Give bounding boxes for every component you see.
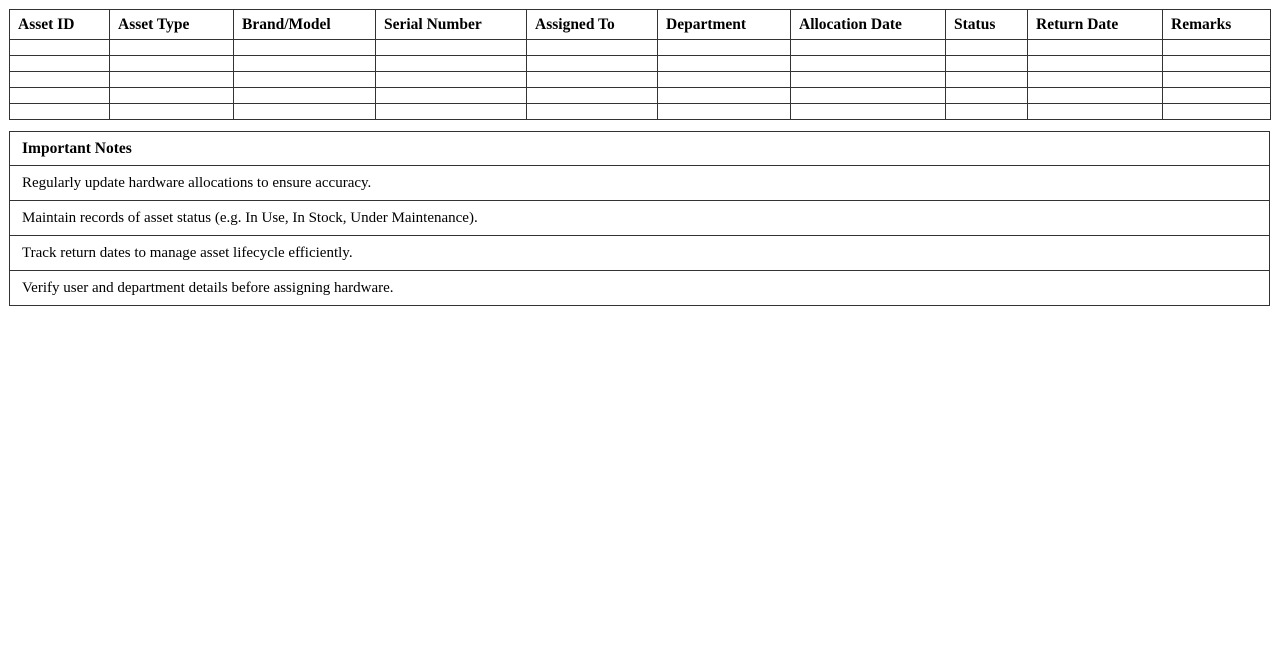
cell-asset-type[interactable] [110,40,234,56]
table-row [10,40,1271,56]
table-row [10,104,1271,120]
notes-row [10,236,1270,271]
column-header-brand-model: Brand/Model [234,10,376,40]
cell-allocation-date[interactable] [791,72,946,88]
cell-asset-type[interactable] [110,88,234,104]
important-notes-table [9,131,1270,306]
hardware-allocation-table-container [9,9,1270,120]
cell-status[interactable] [946,104,1028,120]
column-header-assigned-to: Assigned To [527,10,658,40]
note-item: Track return dates to manage asset lifecycle efficiently. [10,236,1270,271]
notes-row [10,166,1270,201]
notes-row [10,201,1270,236]
cell-assigned-to[interactable] [527,72,658,88]
cell-return-date[interactable] [1028,72,1163,88]
cell-asset-id[interactable] [10,56,110,72]
cell-assigned-to[interactable] [527,40,658,56]
cell-remarks[interactable] [1163,104,1271,120]
cell-brand-model[interactable] [234,56,376,72]
cell-brand-model[interactable] [234,104,376,120]
cell-asset-id[interactable] [10,40,110,56]
cell-brand-model[interactable] [234,88,376,104]
cell-status[interactable] [946,88,1028,104]
column-header-asset-type: Asset Type [110,10,234,40]
cell-asset-type[interactable] [110,104,234,120]
cell-serial-number[interactable] [376,72,527,88]
notes-row [10,271,1270,306]
cell-return-date[interactable] [1028,88,1163,104]
column-header-department: Department [658,10,791,40]
cell-brand-model[interactable] [234,72,376,88]
cell-brand-model[interactable] [234,40,376,56]
table-row [10,56,1271,72]
cell-status[interactable] [946,40,1028,56]
cell-asset-id[interactable] [10,104,110,120]
note-item: Verify user and department details before assigning hardware. [10,271,1270,306]
cell-serial-number[interactable] [376,88,527,104]
column-header-asset-id: Asset ID [10,10,110,40]
cell-remarks[interactable] [1163,72,1271,88]
cell-allocation-date[interactable] [791,88,946,104]
cell-assigned-to[interactable] [527,104,658,120]
hardware-allocation-table [9,9,1271,120]
cell-remarks[interactable] [1163,56,1271,72]
cell-asset-id[interactable] [10,72,110,88]
cell-status[interactable] [946,56,1028,72]
column-header-return-date: Return Date [1028,10,1163,40]
cell-serial-number[interactable] [376,40,527,56]
notes-header-label: Important Notes [10,132,1270,166]
cell-status[interactable] [946,72,1028,88]
cell-return-date[interactable] [1028,104,1163,120]
cell-department[interactable] [658,88,791,104]
notes-header-row [10,132,1270,166]
column-header-status: Status [946,10,1028,40]
cell-serial-number[interactable] [376,56,527,72]
cell-allocation-date[interactable] [791,104,946,120]
cell-assigned-to[interactable] [527,88,658,104]
table-row [10,88,1271,104]
cell-allocation-date[interactable] [791,56,946,72]
cell-remarks[interactable] [1163,88,1271,104]
cell-department[interactable] [658,72,791,88]
cell-department[interactable] [658,104,791,120]
cell-department[interactable] [658,56,791,72]
table-header-row [10,10,1271,40]
cell-return-date[interactable] [1028,40,1163,56]
cell-serial-number[interactable] [376,104,527,120]
cell-assigned-to[interactable] [527,56,658,72]
cell-asset-id[interactable] [10,88,110,104]
note-item: Maintain records of asset status (e.g. In Use, In Stock, Under Maintenance). [10,201,1270,236]
cell-remarks[interactable] [1163,40,1271,56]
cell-asset-type[interactable] [110,56,234,72]
cell-asset-type[interactable] [110,72,234,88]
cell-department[interactable] [658,40,791,56]
table-row [10,72,1271,88]
column-header-serial-number: Serial Number [376,10,527,40]
note-item: Regularly update hardware allocations to ensure accuracy. [10,166,1270,201]
column-header-remarks: Remarks [1163,10,1271,40]
cell-return-date[interactable] [1028,56,1163,72]
important-notes-container [9,131,1270,306]
cell-allocation-date[interactable] [791,40,946,56]
column-header-allocation-date: Allocation Date [791,10,946,40]
